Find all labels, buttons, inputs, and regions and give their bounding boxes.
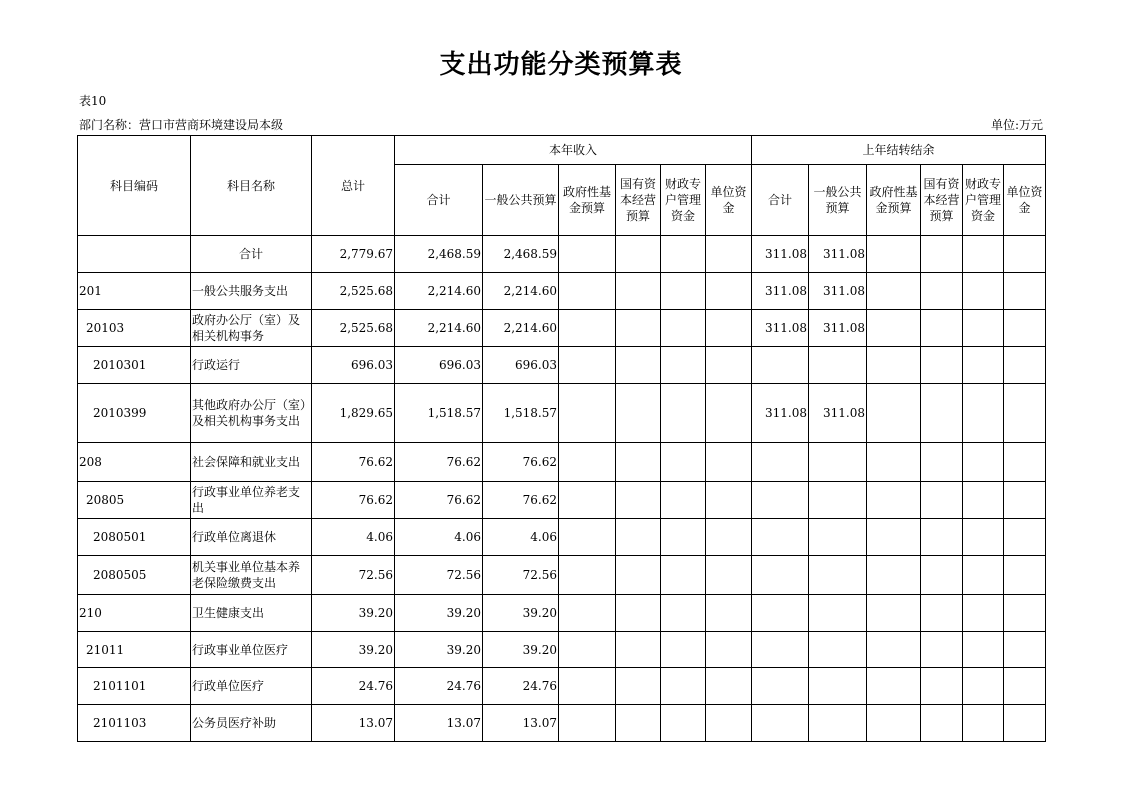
cell-prior-special-account bbox=[963, 443, 1004, 482]
cell-code: 2080505 bbox=[78, 556, 191, 595]
cell-current-fund bbox=[559, 519, 616, 556]
cell-current-total: 76.62 bbox=[395, 443, 483, 482]
cell-prior-fund bbox=[867, 482, 921, 519]
cell-prior-unit bbox=[1004, 519, 1046, 556]
cell-prior-fund bbox=[867, 273, 921, 310]
header-current-col: 国有资本经营预算 bbox=[616, 165, 661, 236]
cell-prior-fund bbox=[867, 632, 921, 668]
cell-name: 卫生健康支出 bbox=[191, 595, 312, 632]
header-current-col: 一般公共预算 bbox=[483, 165, 559, 236]
cell-prior-state-capital bbox=[921, 273, 963, 310]
cell-prior-special-account bbox=[963, 632, 1004, 668]
cell-prior-state-capital bbox=[921, 705, 963, 742]
page-title: 支出功能分类预算表 bbox=[439, 50, 683, 80]
cell-prior-fund bbox=[867, 705, 921, 742]
cell-current-fund bbox=[559, 273, 616, 310]
cell-code: 2101101 bbox=[78, 668, 191, 705]
cell-current-total: 4.06 bbox=[395, 519, 483, 556]
cell-prior-fund bbox=[867, 347, 921, 384]
cell-code: 2080501 bbox=[78, 519, 191, 556]
header-name: 科目名称 bbox=[191, 136, 312, 236]
cell-prior-state-capital bbox=[921, 556, 963, 595]
cell-current-unit bbox=[706, 519, 752, 556]
cell-name: 公务员医疗补助 bbox=[191, 705, 312, 742]
cell-prior-total bbox=[752, 595, 809, 632]
cell-code: 20805 bbox=[78, 482, 191, 519]
table-row bbox=[78, 519, 1046, 556]
cell-total: 696.03 bbox=[312, 347, 395, 384]
cell-prior-unit bbox=[1004, 482, 1046, 519]
cell-code: 210 bbox=[78, 595, 191, 632]
cell-current-general: 696.03 bbox=[483, 347, 559, 384]
cell-prior-special-account bbox=[963, 705, 1004, 742]
cell-current-unit bbox=[706, 443, 752, 482]
cell-prior-total bbox=[752, 443, 809, 482]
header-prior-col: 单位资金 bbox=[1004, 165, 1046, 236]
cell-prior-total bbox=[752, 519, 809, 556]
cell-prior-fund bbox=[867, 519, 921, 556]
cell-prior-general bbox=[809, 519, 867, 556]
cell-prior-state-capital bbox=[921, 668, 963, 705]
cell-current-state-capital bbox=[616, 310, 661, 347]
cell-current-total: 2,214.60 bbox=[395, 273, 483, 310]
cell-prior-general: 311.08 bbox=[809, 384, 867, 443]
cell-current-general: 1,518.57 bbox=[483, 384, 559, 443]
cell-prior-state-capital bbox=[921, 595, 963, 632]
cell-current-fund bbox=[559, 482, 616, 519]
cell-prior-state-capital bbox=[921, 632, 963, 668]
cell-current-state-capital bbox=[616, 705, 661, 742]
cell-current-general: 39.20 bbox=[483, 632, 559, 668]
header-prior-col: 合计 bbox=[752, 165, 809, 236]
cell-prior-general: 311.08 bbox=[809, 236, 867, 273]
cell-prior-total: 311.08 bbox=[752, 273, 809, 310]
cell-prior-general bbox=[809, 443, 867, 482]
cell-current-unit bbox=[706, 482, 752, 519]
cell-prior-fund bbox=[867, 668, 921, 705]
cell-total: 2,525.68 bbox=[312, 310, 395, 347]
cell-current-special-account bbox=[661, 310, 706, 347]
cell-current-state-capital bbox=[616, 273, 661, 310]
table-row bbox=[78, 443, 1046, 482]
cell-prior-general bbox=[809, 632, 867, 668]
cell-current-state-capital bbox=[616, 236, 661, 273]
header-current-col: 合计 bbox=[395, 165, 483, 236]
cell-prior-unit bbox=[1004, 310, 1046, 347]
cell-current-unit bbox=[706, 632, 752, 668]
cell-total: 76.62 bbox=[312, 482, 395, 519]
cell-current-special-account bbox=[661, 519, 706, 556]
cell-current-total: 13.07 bbox=[395, 705, 483, 742]
cell-current-general: 76.62 bbox=[483, 443, 559, 482]
cell-name: 合计 bbox=[191, 236, 312, 273]
department-label: 部门名称：营口市营商环境建设局本级 bbox=[79, 118, 284, 132]
cell-current-total: 39.20 bbox=[395, 595, 483, 632]
cell-current-general: 4.06 bbox=[483, 519, 559, 556]
cell-current-state-capital bbox=[616, 519, 661, 556]
cell-current-special-account bbox=[661, 347, 706, 384]
cell-prior-state-capital bbox=[921, 519, 963, 556]
cell-name: 一般公共服务支出 bbox=[191, 273, 312, 310]
cell-prior-unit bbox=[1004, 236, 1046, 273]
cell-current-total: 72.56 bbox=[395, 556, 483, 595]
cell-total: 24.76 bbox=[312, 668, 395, 705]
cell-current-total: 1,518.57 bbox=[395, 384, 483, 443]
table-row bbox=[78, 482, 1046, 519]
cell-name: 行政事业单位养老支出 bbox=[191, 482, 312, 519]
cell-current-fund bbox=[559, 705, 616, 742]
cell-name: 机关事业单位基本养老保险缴费支出 bbox=[191, 556, 312, 595]
cell-prior-total bbox=[752, 668, 809, 705]
table-row bbox=[78, 310, 1046, 347]
cell-prior-fund bbox=[867, 310, 921, 347]
cell-current-general: 39.20 bbox=[483, 595, 559, 632]
table-row bbox=[78, 705, 1046, 742]
table-row bbox=[78, 384, 1046, 443]
cell-name: 政府办公厅（室）及相关机构事务 bbox=[191, 310, 312, 347]
header-prior-col: 国有资本经营预算 bbox=[921, 165, 963, 236]
cell-prior-fund bbox=[867, 556, 921, 595]
cell-prior-unit bbox=[1004, 595, 1046, 632]
cell-prior-special-account bbox=[963, 384, 1004, 443]
cell-current-special-account bbox=[661, 556, 706, 595]
cell-prior-general bbox=[809, 556, 867, 595]
cell-current-state-capital bbox=[616, 482, 661, 519]
cell-prior-general bbox=[809, 668, 867, 705]
cell-name: 行政单位医疗 bbox=[191, 668, 312, 705]
cell-current-unit bbox=[706, 310, 752, 347]
header-current-col: 财政专户管理资金 bbox=[661, 165, 706, 236]
table-row bbox=[78, 347, 1046, 384]
cell-current-unit bbox=[706, 273, 752, 310]
cell-prior-total bbox=[752, 556, 809, 595]
cell-current-unit bbox=[706, 668, 752, 705]
cell-current-state-capital bbox=[616, 347, 661, 384]
cell-prior-unit bbox=[1004, 443, 1046, 482]
cell-name: 行政运行 bbox=[191, 347, 312, 384]
cell-total: 39.20 bbox=[312, 632, 395, 668]
cell-prior-total: 311.08 bbox=[752, 310, 809, 347]
cell-current-state-capital bbox=[616, 443, 661, 482]
cell-name: 行政单位离退休 bbox=[191, 519, 312, 556]
cell-current-special-account bbox=[661, 595, 706, 632]
cell-current-general: 2,214.60 bbox=[483, 273, 559, 310]
cell-prior-state-capital bbox=[921, 236, 963, 273]
cell-code: 21011 bbox=[78, 632, 191, 668]
cell-current-state-capital bbox=[616, 384, 661, 443]
cell-prior-unit bbox=[1004, 668, 1046, 705]
cell-total: 4.06 bbox=[312, 519, 395, 556]
budget-table bbox=[77, 135, 1046, 742]
cell-current-unit bbox=[706, 236, 752, 273]
cell-total: 1,829.65 bbox=[312, 384, 395, 443]
cell-current-fund bbox=[559, 556, 616, 595]
header-current-col: 单位资金 bbox=[706, 165, 752, 236]
cell-prior-general bbox=[809, 705, 867, 742]
header-code: 科目编码 bbox=[78, 136, 191, 236]
cell-prior-fund bbox=[867, 236, 921, 273]
cell-current-unit bbox=[706, 705, 752, 742]
cell-current-fund bbox=[559, 384, 616, 443]
cell-current-fund bbox=[559, 310, 616, 347]
cell-total: 39.20 bbox=[312, 595, 395, 632]
cell-prior-unit bbox=[1004, 705, 1046, 742]
cell-prior-state-capital bbox=[921, 443, 963, 482]
cell-prior-unit bbox=[1004, 384, 1046, 443]
cell-prior-total bbox=[752, 705, 809, 742]
cell-current-state-capital bbox=[616, 595, 661, 632]
cell-code: 2010399 bbox=[78, 384, 191, 443]
cell-current-state-capital bbox=[616, 556, 661, 595]
cell-current-total: 76.62 bbox=[395, 482, 483, 519]
cell-total: 72.56 bbox=[312, 556, 395, 595]
cell-current-special-account bbox=[661, 273, 706, 310]
cell-code: 2010301 bbox=[78, 347, 191, 384]
cell-current-special-account bbox=[661, 384, 706, 443]
cell-current-general: 2,468.59 bbox=[483, 236, 559, 273]
cell-code: 20103 bbox=[78, 310, 191, 347]
cell-current-total: 2,468.59 bbox=[395, 236, 483, 273]
cell-prior-total bbox=[752, 347, 809, 384]
cell-current-total: 2,214.60 bbox=[395, 310, 483, 347]
cell-name: 其他政府办公厅（室）及相关机构事务支出 bbox=[191, 384, 312, 443]
header-total: 总计 bbox=[312, 136, 395, 236]
cell-prior-special-account bbox=[963, 310, 1004, 347]
cell-prior-general: 311.08 bbox=[809, 310, 867, 347]
cell-current-special-account bbox=[661, 443, 706, 482]
cell-current-total: 696.03 bbox=[395, 347, 483, 384]
cell-current-fund bbox=[559, 632, 616, 668]
cell-prior-special-account bbox=[963, 273, 1004, 310]
cell-prior-special-account bbox=[963, 668, 1004, 705]
cell-prior-total: 311.08 bbox=[752, 384, 809, 443]
cell-prior-fund bbox=[867, 384, 921, 443]
cell-current-state-capital bbox=[616, 632, 661, 668]
cell-current-general: 72.56 bbox=[483, 556, 559, 595]
cell-name: 行政事业单位医疗 bbox=[191, 632, 312, 668]
cell-current-fund bbox=[559, 347, 616, 384]
cell-current-special-account bbox=[661, 705, 706, 742]
cell-code: 2101103 bbox=[78, 705, 191, 742]
cell-current-total: 39.20 bbox=[395, 632, 483, 668]
table-row bbox=[78, 632, 1046, 668]
cell-current-total: 24.76 bbox=[395, 668, 483, 705]
cell-current-general: 76.62 bbox=[483, 482, 559, 519]
header-current-income: 本年收入 bbox=[395, 136, 752, 165]
cell-code: 201 bbox=[78, 273, 191, 310]
header-prior-col: 财政专户管理资金 bbox=[963, 165, 1004, 236]
cell-prior-total bbox=[752, 482, 809, 519]
cell-prior-unit bbox=[1004, 347, 1046, 384]
header-prior-col: 政府性基金预算 bbox=[867, 165, 921, 236]
cell-prior-fund bbox=[867, 595, 921, 632]
cell-name: 社会保障和就业支出 bbox=[191, 443, 312, 482]
table-row bbox=[78, 273, 1046, 310]
cell-current-fund bbox=[559, 668, 616, 705]
cell-prior-special-account bbox=[963, 236, 1004, 273]
cell-prior-fund bbox=[867, 443, 921, 482]
cell-prior-general: 311.08 bbox=[809, 273, 867, 310]
table-number: 表10 bbox=[79, 94, 107, 108]
table-row bbox=[78, 556, 1046, 595]
cell-total: 76.62 bbox=[312, 443, 395, 482]
cell-prior-special-account bbox=[963, 519, 1004, 556]
cell-current-special-account bbox=[661, 632, 706, 668]
table-row bbox=[78, 236, 1046, 273]
cell-current-special-account bbox=[661, 482, 706, 519]
cell-prior-general bbox=[809, 347, 867, 384]
table-row bbox=[78, 595, 1046, 632]
cell-prior-unit bbox=[1004, 273, 1046, 310]
cell-current-unit bbox=[706, 595, 752, 632]
cell-current-state-capital bbox=[616, 668, 661, 705]
cell-prior-special-account bbox=[963, 482, 1004, 519]
cell-prior-unit bbox=[1004, 632, 1046, 668]
cell-prior-special-account bbox=[963, 556, 1004, 595]
cell-total: 2,779.67 bbox=[312, 236, 395, 273]
cell-current-fund bbox=[559, 236, 616, 273]
cell-code: 208 bbox=[78, 443, 191, 482]
cell-prior-state-capital bbox=[921, 482, 963, 519]
unit-label: 单位:万元 bbox=[990, 118, 1043, 132]
cell-current-general: 13.07 bbox=[483, 705, 559, 742]
header-prior-balance: 上年结转结余 bbox=[752, 136, 1046, 165]
header-prior-col: 一般公共预算 bbox=[809, 165, 867, 236]
cell-current-special-account bbox=[661, 236, 706, 273]
cell-current-unit bbox=[706, 556, 752, 595]
cell-current-special-account bbox=[661, 668, 706, 705]
cell-prior-general bbox=[809, 482, 867, 519]
cell-code bbox=[78, 236, 191, 273]
header-current-col: 政府性基金预算 bbox=[559, 165, 616, 236]
cell-prior-state-capital bbox=[921, 384, 963, 443]
cell-prior-state-capital bbox=[921, 347, 963, 384]
cell-prior-state-capital bbox=[921, 310, 963, 347]
cell-current-unit bbox=[706, 384, 752, 443]
cell-prior-general bbox=[809, 595, 867, 632]
cell-prior-total bbox=[752, 632, 809, 668]
cell-prior-unit bbox=[1004, 556, 1046, 595]
cell-current-general: 24.76 bbox=[483, 668, 559, 705]
cell-total: 13.07 bbox=[312, 705, 395, 742]
cell-current-general: 2,214.60 bbox=[483, 310, 559, 347]
cell-current-unit bbox=[706, 347, 752, 384]
cell-current-fund bbox=[559, 443, 616, 482]
cell-current-fund bbox=[559, 595, 616, 632]
cell-prior-special-account bbox=[963, 595, 1004, 632]
cell-total: 2,525.68 bbox=[312, 273, 395, 310]
cell-prior-special-account bbox=[963, 347, 1004, 384]
table-row bbox=[78, 668, 1046, 705]
cell-prior-total: 311.08 bbox=[752, 236, 809, 273]
